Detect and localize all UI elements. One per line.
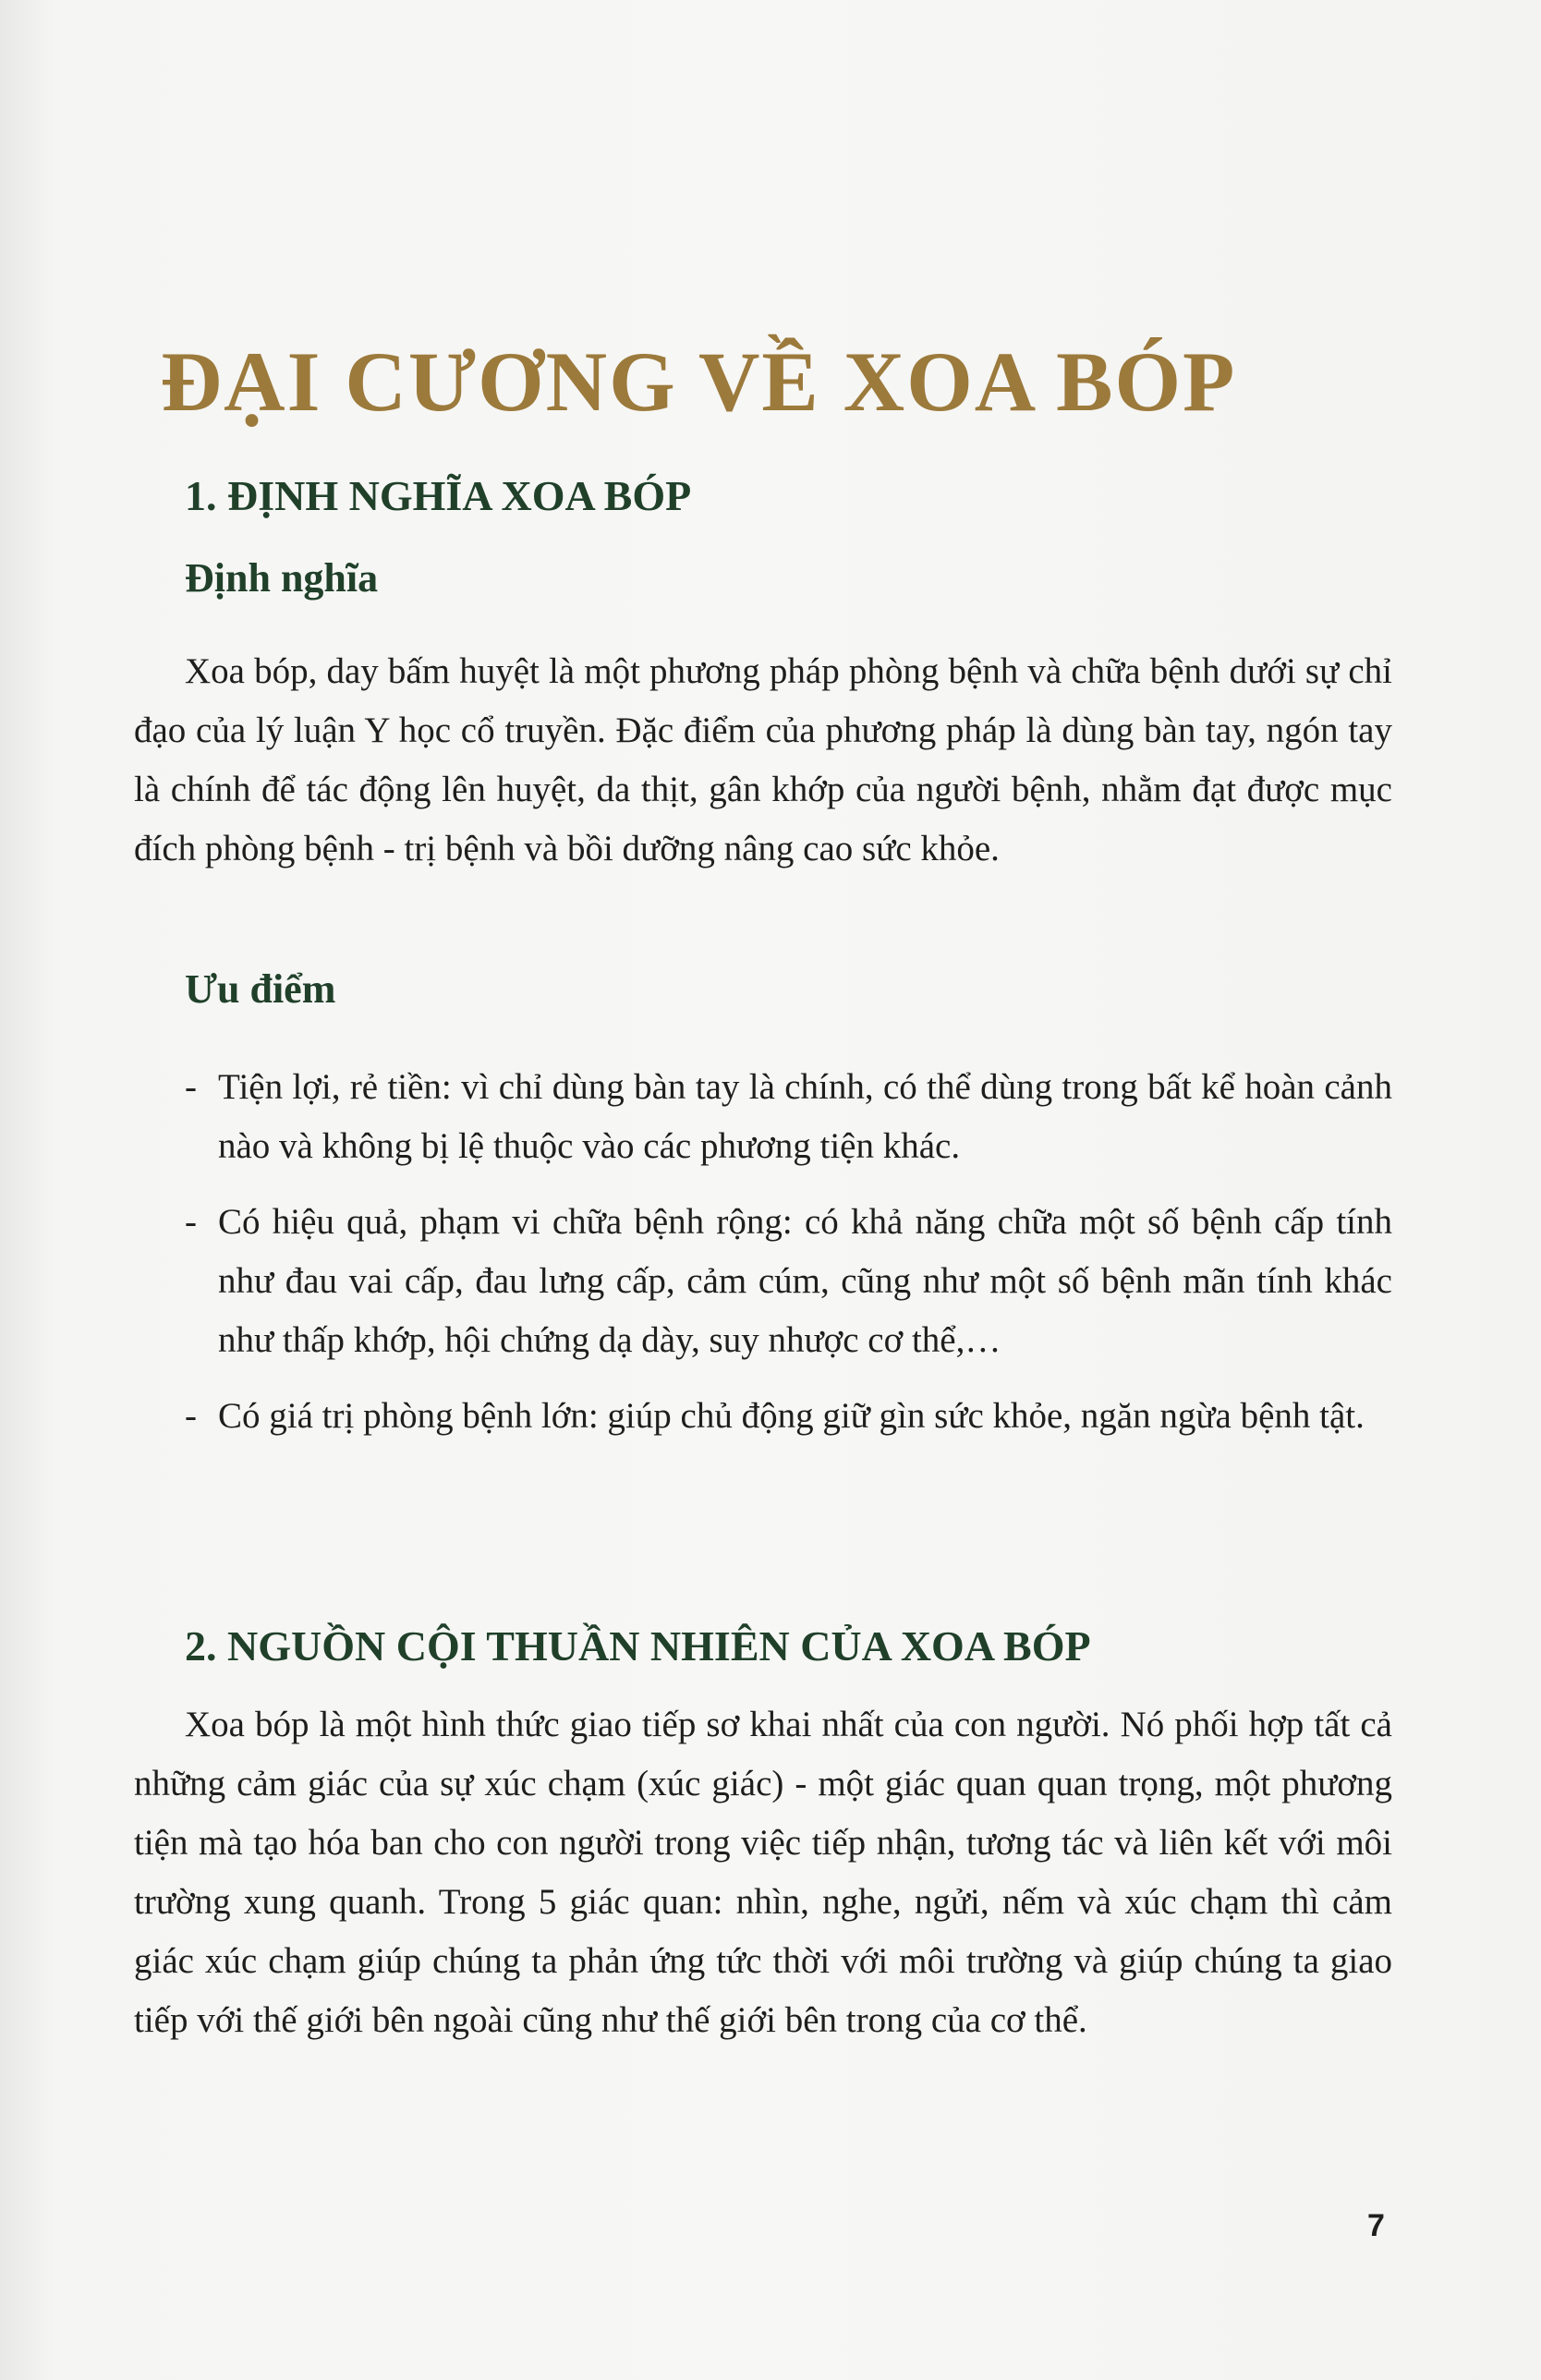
page-title: ĐẠI CƯƠNG VỀ XOA BÓP	[160, 334, 1237, 429]
advantage-text: Tiện lợi, rẻ tiền: vì chỉ dùng bàn tay là chính, có thể dùng trong bất kể hoàn cảnh nào và không bị lệ thuộc vào các phương tiện khác.	[218, 1067, 1392, 1166]
advantage-text: Có hiệu quả, phạm vi chữa bệnh rộng: có khả năng chữa một số bệnh cấp tính như đau vai cấp, đau lưng cấp, cảm cúm, cũng như một số bệnh mãn tính khác như thấp khớp, hội chứng dạ dày, suy nhược cơ thể,…	[218, 1202, 1392, 1360]
origin-paragraph: Xoa bóp là một hình thức giao tiếp sơ khai nhất của con người. Nó phối hợp tất cả những cảm giác của sự xúc chạm (xúc giác) - một giác quan quan trọng, một phương tiện mà tạo hóa ban cho con người trong việc tiếp nhận, tương tác và liên kết với môi trường xung quanh. Trong 5 giác quan: nhìn, nghe, ngửi, nếm và xúc chạm thì cảm giác xúc chạm giúp chúng ta phản ứng tức thời với môi trường và giúp chúng ta giao tiếp với thế giới bên ngoài cũng như thế giới bên trong của cơ thể.	[134, 1705, 1392, 2040]
bullet-dash: -	[185, 1396, 197, 1436]
definition-heading: Định nghĩa	[185, 555, 379, 601]
advantage-text: Có giá trị phòng bệnh lớn: giúp chủ động giữ gìn sức khỏe, ngăn ngừa bệnh tật.	[218, 1396, 1365, 1436]
advantage-item	[185, 1387, 1392, 1446]
bullet-dash: -	[185, 1067, 197, 1107]
advantage-item	[185, 1058, 1392, 1176]
section-2-heading: 2. NGUỒN CỘI THUẦN NHIÊN CỦA XOA BÓP	[185, 1622, 1091, 1670]
advantage-item	[185, 1193, 1392, 1370]
page-number: 7	[1367, 2208, 1385, 2243]
advantages-list	[185, 1058, 1392, 1463]
section-1-heading: 1. ĐỊNH NGHĨA XOA BÓP	[185, 472, 692, 519]
advantages-heading: Ưu điểm	[185, 966, 336, 1012]
definition-paragraph: Xoa bóp, day bấm huyệt là một phương pháp phòng bệnh và chữa bệnh dưới sự chỉ đạo của lý luận Y học cổ truyền. Đặc điểm của phương pháp là dùng bàn tay, ngón tay là chính để tác động lên huyệt, da thịt, gân khớp của người bệnh, nhằm đạt được mục đích phòng bệnh - trị bệnh và bồi dưỡng nâng cao sức khỏe.	[134, 651, 1392, 868]
bullet-dash: -	[185, 1202, 197, 1242]
